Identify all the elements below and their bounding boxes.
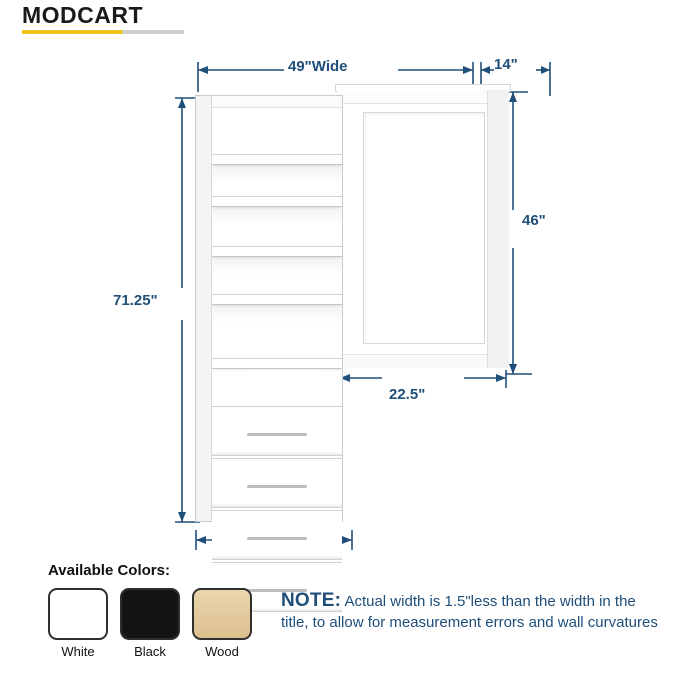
tower-top-notch	[250, 116, 318, 144]
color-swatch-black[interactable]	[120, 588, 180, 640]
shelf-shadow	[212, 305, 342, 323]
shelf-shadow	[212, 165, 342, 183]
drawer	[212, 406, 342, 456]
drawer	[212, 510, 342, 560]
dimension-label-height-right: 46"	[522, 212, 546, 229]
color-option-black[interactable]	[120, 588, 180, 659]
closet-top-rail	[337, 90, 509, 104]
color-option-white[interactable]	[48, 588, 108, 659]
color-option-wood[interactable]	[192, 588, 252, 659]
color-label-black: Black	[134, 644, 166, 659]
note-block	[281, 590, 661, 633]
tower-side-panel	[196, 96, 212, 521]
color-label-wood: Wood	[205, 644, 239, 659]
brand-name: MODCART	[22, 2, 144, 28]
note-text: Actual width is 1.5"less than the width in the title, to allow for measurement errors and wall curvatures	[281, 593, 658, 631]
note-prefix: NOTE:	[281, 590, 342, 611]
color-label-white: White	[61, 644, 95, 659]
tower-top-edge	[196, 96, 342, 108]
shelf	[212, 154, 342, 165]
color-swatch-white[interactable]	[48, 588, 108, 640]
color-swatch-wood[interactable]	[192, 588, 252, 640]
drawer	[212, 458, 342, 508]
shelf	[212, 196, 342, 207]
available-colors-section	[48, 562, 268, 659]
shelf-shadow	[212, 207, 342, 225]
shelf	[212, 246, 342, 257]
dimension-label-depth-top: 14"	[494, 56, 518, 73]
closet-bottom-rail	[337, 354, 509, 368]
dimension-label-width-top: 49"Wide	[288, 58, 348, 75]
color-swatch-list	[48, 588, 268, 659]
tower-bottom-notch	[250, 370, 318, 400]
dimension-label-depth-bottom: 22.5"	[389, 386, 426, 403]
closet-side-panel	[487, 90, 509, 368]
drawer-handle	[247, 537, 307, 540]
drawer-handle	[247, 433, 307, 436]
shelf-drawer-tower	[195, 95, 343, 522]
shelf	[212, 294, 342, 305]
dimension-label-height-left: 71.25"	[113, 292, 158, 309]
closet-hanging-space	[363, 112, 485, 344]
shelf-shadow	[212, 257, 342, 275]
available-colors-title: Available Colors:	[48, 562, 170, 579]
drawer-handle	[247, 485, 307, 488]
closet-rod-section	[337, 90, 509, 368]
shelf	[212, 358, 342, 369]
